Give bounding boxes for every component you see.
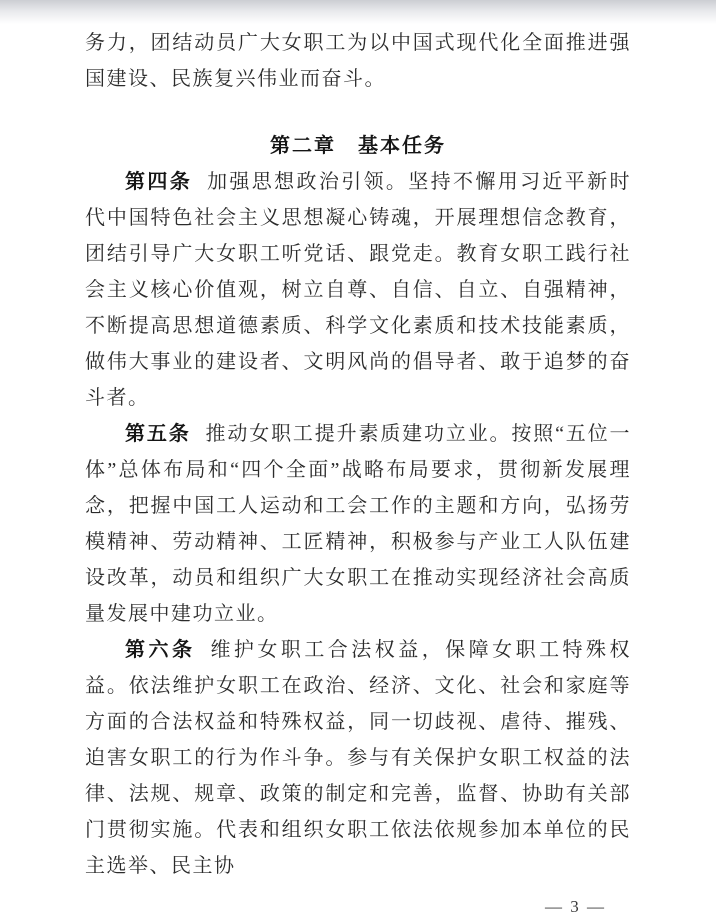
article-5-paragraph — [85, 416, 631, 632]
scan-edge-shadow — [0, 0, 716, 24]
article-5-label: 第五条 — [125, 423, 191, 445]
continuation-paragraph: 务力，团结动员广大女职工为以中国式现代化全面推进强国建设、民族复兴伟业而奋斗。 — [85, 32, 631, 90]
article-4-text: 加强思想政治引领。坚持不懈用习近平新时代中国特色社会主义思想凝心铸魂，开展理想信念教育，团结引导广大女职工听党话、跟党走。教育女职工践行社会主义核心价值观，树立自尊、自信、自立、自强精神，不断提高思想道德素质、科学文化素质和技术技能素质，做伟大事业的建设者、文明风尚的倡导者、敢于追梦的奋斗者。 — [85, 171, 632, 409]
document-content — [85, 25, 631, 922]
article-6-text: 维护女职工合法权益，保障女职工特殊权益。依法维护女职工在政治、经济、文化、社会和家庭等方面的合法权益和特殊权益，同一切歧视、虐待、摧残、迫害女职工的行为作斗争。参与有关保护女职工权益的法律、法规、规章、政策的制定和完善，监督、协助有关部门贯彻实施。代表和组织女职工依法依规参加本单位的民主选举、民主协 — [85, 639, 632, 877]
article-6-label: 第六条 — [125, 639, 196, 661]
article-6-paragraph — [85, 632, 631, 884]
page-number: — 3 — — [545, 897, 606, 916]
article-4-label: 第四条 — [125, 171, 193, 193]
chapter-heading: 第二章 基本任务 — [270, 135, 446, 157]
article-4-paragraph — [85, 164, 631, 416]
article-5-text: 推动女职工提升素质建功立业。按照“五位一体”总体布局和“四个全面”战略布局要求，贯彻新发展理念，把握中国工人运动和工会工作的主题和方向，弘扬劳模精神、劳动精神、工匠精神，积极参与产业工人队伍建设改革，动员和组织广大女职工在推动实现经济社会高质量发展中建功立业。 — [85, 423, 631, 625]
